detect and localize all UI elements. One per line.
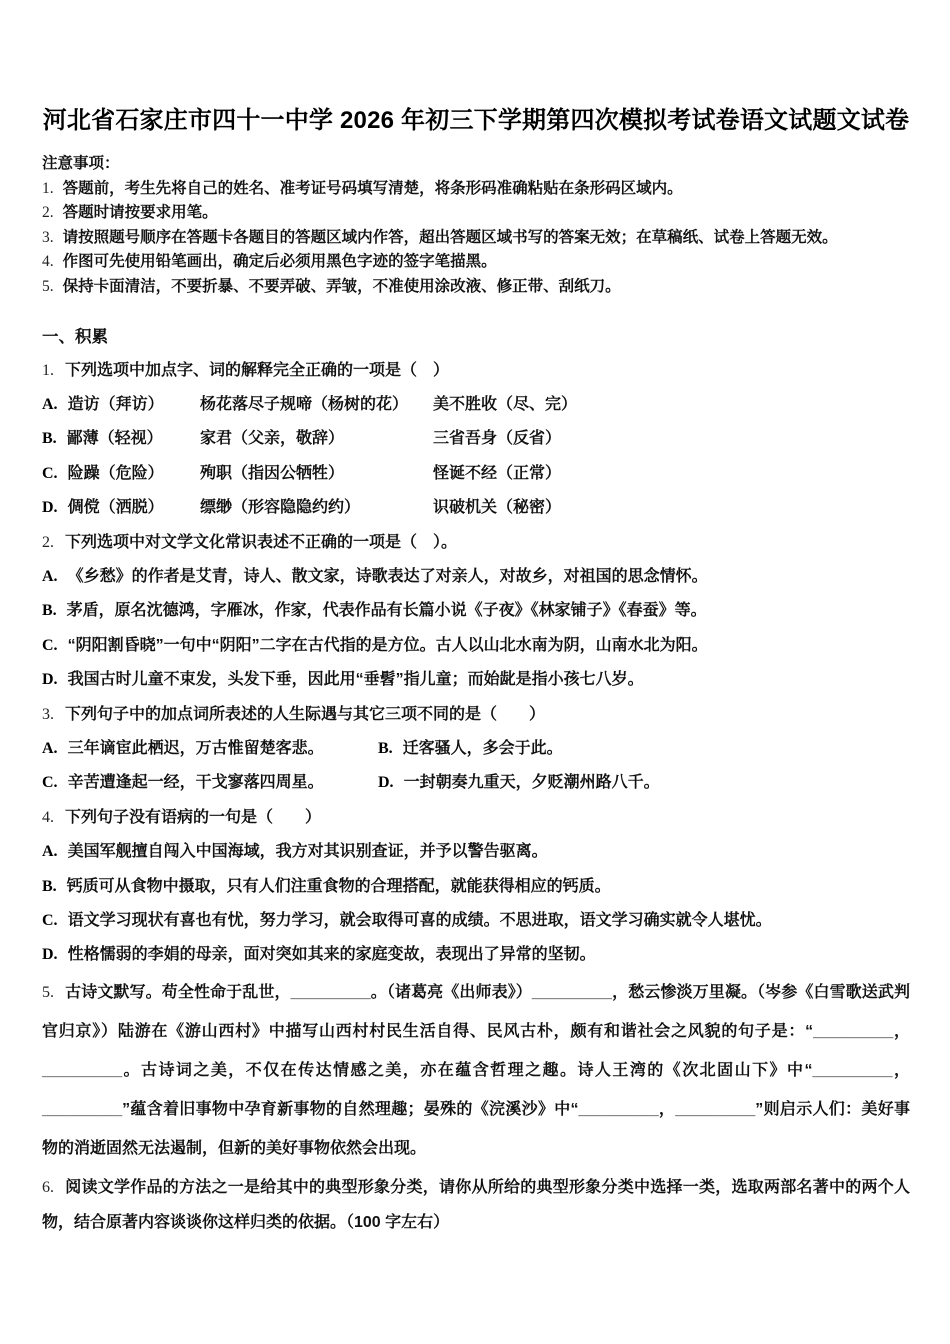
- question-3-stem: [42, 698, 910, 732]
- question-1-option-a: [42, 388, 910, 422]
- option-text: 性格懦弱的李娟的母亲，面对突如其来的家庭变故，表现出了异常的坚韧。: [67, 946, 596, 964]
- question-1: [42, 354, 910, 526]
- question-2: [42, 526, 910, 698]
- notice-item-number: 3.: [42, 228, 54, 246]
- question-stem-text: 下列选项中加点字、词的解释完全正确的一项是（ ）: [65, 361, 450, 379]
- notice-item-text: 作图可先使用铅笔画出，确定后必须用黑色字迹的签字笔描黑。: [62, 253, 497, 271]
- option-cell: [42, 422, 200, 456]
- question-1-option-c: [42, 457, 910, 491]
- question-4-option-d: [42, 938, 910, 972]
- notice-item-number: 4.: [42, 253, 54, 271]
- option-label: D.: [378, 774, 394, 792]
- option-text: 怪诞不经（正常）: [433, 464, 562, 482]
- question-4-option-a: [42, 835, 910, 869]
- option-label: C.: [42, 636, 58, 654]
- option-text: “阴阳割昏晓”一句中“阴阳”二字在古代指的是方位。古人以山北水南为阴，山南水北为阳。: [67, 636, 708, 654]
- option-label: B.: [42, 430, 57, 448]
- option-text: 美不胜收（尽、完）: [433, 395, 578, 413]
- option-label: B.: [42, 602, 57, 620]
- option-label: A.: [42, 843, 58, 861]
- option-text: 一封朝奏九重天，夕贬潮州路八千。: [403, 774, 660, 792]
- option-label: B.: [42, 877, 57, 895]
- question-3-option-a: [42, 732, 378, 766]
- question-2-option-c: [42, 629, 910, 663]
- option-label: D.: [42, 946, 58, 964]
- option-text: 鄙薄（轻视）: [66, 430, 163, 448]
- question-2-option-a: [42, 560, 910, 594]
- notice-item: [42, 275, 910, 300]
- question-4-option-b: [42, 870, 910, 904]
- option-text: 辛苦遭逢起一经，干戈寥落四周星。: [67, 774, 324, 792]
- option-label: C.: [42, 912, 58, 930]
- notice-item-number: 2.: [42, 204, 54, 222]
- notice-item: [42, 177, 910, 202]
- question-number: 2.: [42, 533, 54, 551]
- option-text: 家君（父亲，敬辞）: [200, 430, 345, 448]
- page-title: 河北省石家庄市四十一中学 2026 年初三下学期第四次模拟考试卷语文试题文试卷: [42, 107, 910, 134]
- notice-heading: 注意事项：: [42, 155, 120, 172]
- option-text: 茅盾，原名沈德鸿，字雁冰，作家，代表作品有长篇小说《子夜》《林家铺子》《春蚕》等。: [66, 602, 707, 620]
- option-cell: [42, 457, 200, 491]
- notice-item-text: 保持卡面清洁，不要折暴、不要弄破、弄皱，不准使用涂改液、修正带、刮纸刀。: [62, 277, 621, 295]
- question-2-option-b: [42, 594, 910, 628]
- option-label: A.: [42, 568, 58, 585]
- question-3-options-row-1: [42, 732, 910, 766]
- option-text: 倜傥（洒脱）: [67, 499, 164, 517]
- question-stem-text: 下列句子中的加点词所表述的人生际遇与其它三项不同的是（ ）: [65, 705, 546, 723]
- question-3-option-b: [378, 732, 910, 766]
- question-number: 1.: [42, 361, 54, 379]
- question-4: [42, 801, 910, 973]
- question-5: [42, 973, 910, 1168]
- notice-item-text: 请按照题号顺序在答题卡各题目的答题区域内作答，超出答题区域书写的答案无效；在草稿纸、试卷上答题无效。: [62, 228, 838, 246]
- option-label: C.: [42, 774, 58, 792]
- option-text: 三年谪宦此栖迟，万古惟留楚客悲。: [67, 740, 324, 758]
- question-text: 阅读文学作品的方法之一是给其中的典型形象分类，请你从所给的典型形象分类中选择一类，选取两部名著中的两个人物，结合原著内容谈谈你这样归类的依据。（100 字左右）: [42, 1178, 910, 1231]
- section-heading-accumulation: 一、积累: [42, 327, 108, 346]
- option-label: D.: [42, 499, 58, 517]
- option-text: 殉职（指因公牺牲）: [200, 464, 345, 482]
- question-stem-text: 下列句子没有语病的一句是（ ）: [65, 808, 322, 826]
- question-2-stem: [42, 526, 910, 560]
- question-3: [42, 698, 910, 801]
- question-number: 3.: [42, 705, 54, 723]
- question-text: 古诗文默写。苟全性命于乱世，_________。（诸葛亮《出师表》）_________，愁云惨淡万里凝。（岑参《白雪歌送武判官归京》）陆游在《游山西村》中描写山西村村民生活自得、民风古朴，颇有和谐社会之风貌的句子是：“_________，_________。古诗词之美，不仅在传达情感之美，亦在蕴含哲理之趣。诗人王湾的《次北固山下》中“_________，_________”蕴含着旧事物中孕育新事物的自然理趣；晏殊的《浣溪沙》中“_________，_________”则启示人们：美好事物的消逝固然无法遏制，但新的美好事物依然会出现。: [42, 983, 910, 1157]
- question-number: 4.: [42, 808, 54, 826]
- option-label: C.: [42, 464, 58, 482]
- option-label: B.: [378, 740, 393, 758]
- question-6: [42, 1170, 910, 1240]
- notice-item-number: 1.: [42, 179, 54, 197]
- option-label: D.: [42, 671, 58, 689]
- question-3-option-c: [42, 766, 378, 800]
- question-stem-text: 下列选项中对文学文化常识表述不正确的一项是（ ）。: [65, 533, 458, 551]
- option-text: 我国古时儿童不束发，头发下垂，因此用“垂髫”指儿童；而始龀是指小孩七八岁。: [67, 671, 644, 689]
- option-text: 险躁（危险）: [67, 464, 164, 482]
- notice-item: [42, 250, 910, 275]
- question-number: 6.: [42, 1178, 54, 1196]
- question-4-option-c: [42, 904, 910, 938]
- option-label: A.: [42, 740, 58, 758]
- option-text: 钙质可从食物中摄取，只有人们注重食物的合理搭配，就能获得相应的钙质。: [66, 877, 611, 895]
- option-text: 迁客骚人，多会于此。: [402, 740, 563, 758]
- option-text: 三省吾身（反省）: [433, 430, 562, 448]
- notice-item-text: 答题时请按要求用笔。: [62, 204, 218, 222]
- notice-section: [42, 152, 910, 300]
- option-text: 《乡愁》的作者是艾青，诗人、散文家，诗歌表达了对亲人，对故乡，对祖国的思念情怀。: [67, 568, 708, 585]
- option-cell: [42, 388, 200, 422]
- option-text: 杨花落尽子规啼（杨树的花）: [200, 395, 409, 413]
- option-text: 语文学习现状有喜也有忧，努力学习，就会取得可喜的成绩。不思进取，语文学习确实就令人堪忧。: [67, 912, 772, 930]
- option-label: A.: [42, 395, 58, 413]
- question-1-option-d: [42, 491, 910, 525]
- questions-area: [42, 354, 910, 1240]
- option-text: 识破机关（秘密）: [433, 499, 562, 517]
- notice-item-number: 5.: [42, 277, 54, 295]
- notice-item: [42, 226, 910, 251]
- question-1-option-b: [42, 422, 910, 456]
- question-3-options-row-2: [42, 766, 910, 800]
- notice-item: [42, 201, 910, 226]
- option-text: 美国军舰擅自闯入中国海域，我方对其识别查证，并予以警告驱离。: [67, 843, 548, 861]
- question-3-option-d: [378, 766, 910, 800]
- question-4-stem: [42, 801, 910, 835]
- question-1-stem: [42, 354, 910, 388]
- notice-item-text: 答题前，考生先将自己的姓名、准考证号码填写清楚，将条形码准确粘贴在条形码区域内。: [62, 179, 683, 197]
- option-cell: [42, 491, 200, 525]
- option-text: 缥缈（形容隐隐约约）: [200, 499, 361, 517]
- question-number: 5.: [42, 983, 54, 1001]
- option-text: 造访（拜访）: [67, 395, 164, 413]
- question-2-option-d: [42, 663, 910, 697]
